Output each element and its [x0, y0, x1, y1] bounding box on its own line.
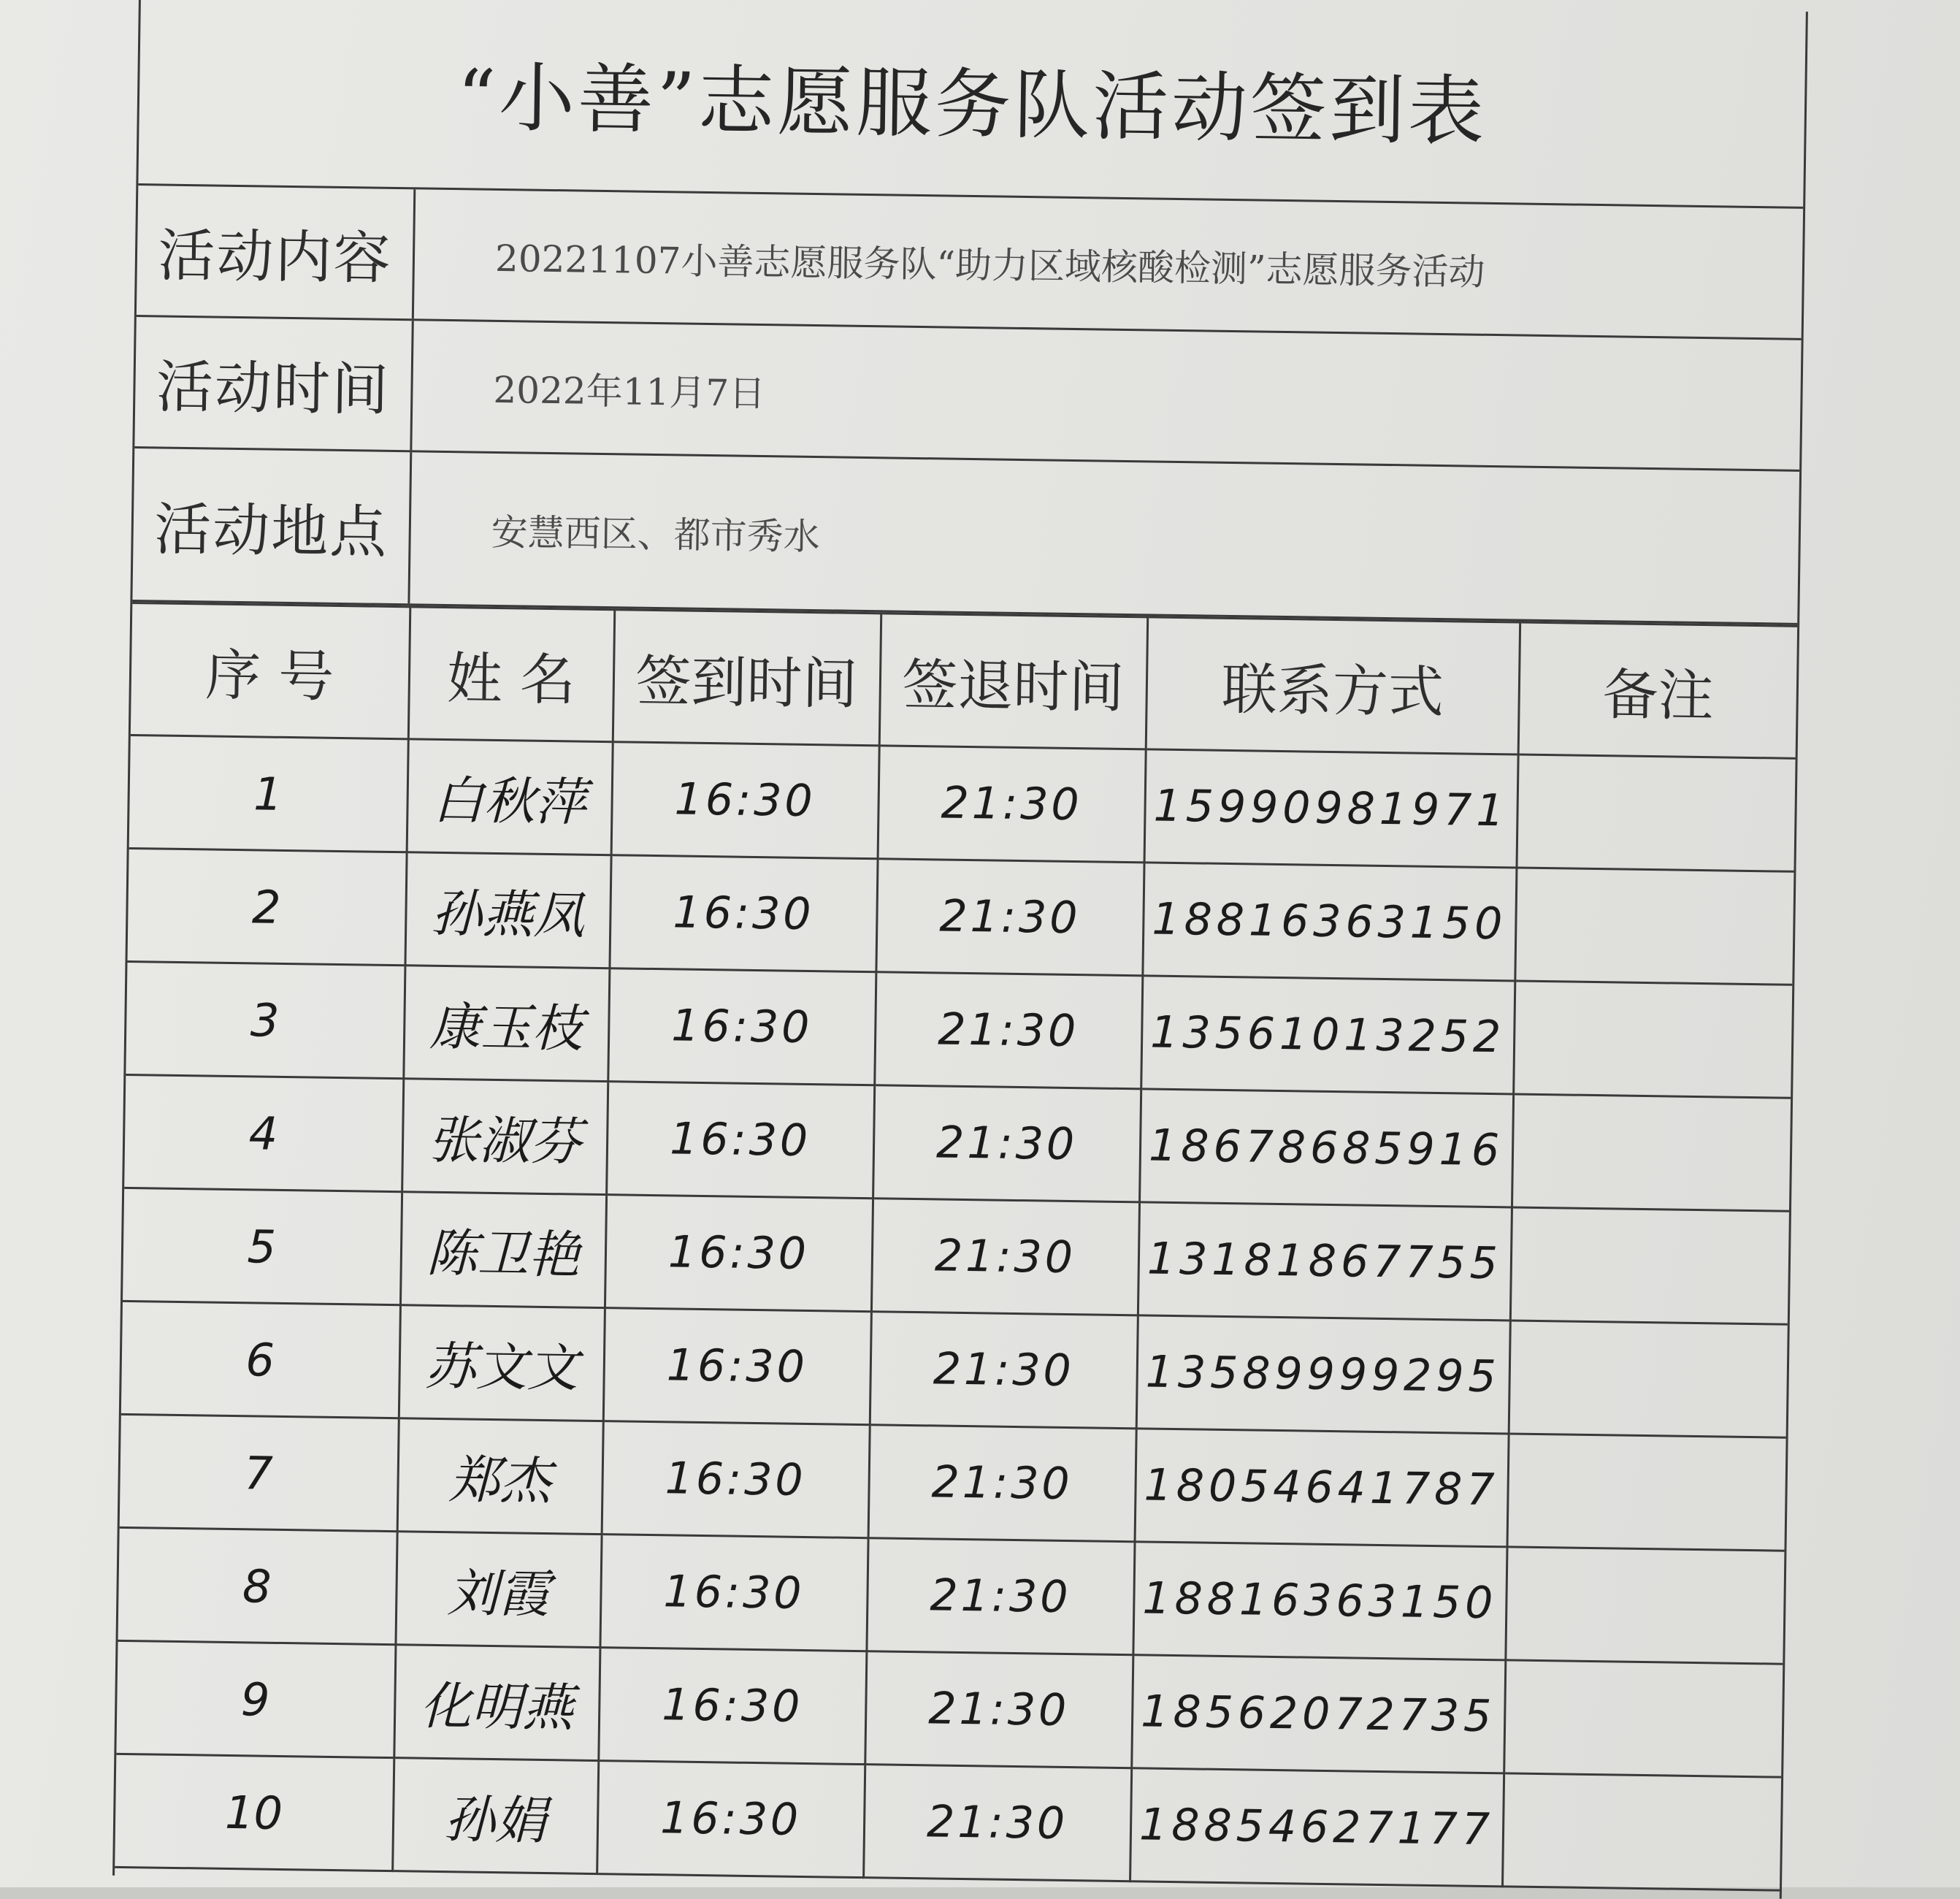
row-seq: 5 [123, 1188, 402, 1304]
row-checkin: 16:30 [603, 1308, 871, 1425]
row-checkin: 16:30 [600, 1535, 868, 1651]
row-checkin: 16:30 [605, 1195, 873, 1312]
sign-in-table [115, 602, 1797, 1892]
row-checkin: 16:30 [602, 1421, 870, 1538]
header-seq: 序 号 [131, 603, 410, 739]
activity-place-row [132, 448, 1799, 625]
row-checkin: 16:30 [609, 855, 877, 972]
row-seq: 6 [121, 1301, 400, 1418]
row-seq: 8 [118, 1527, 397, 1644]
row-checkin: 16:30 [611, 742, 879, 859]
table-header-row [131, 603, 1797, 759]
row-contact: 13561013252 [1141, 976, 1515, 1094]
row-checkout: 21:30 [870, 1312, 1138, 1429]
row-name: 陈卫艳 [400, 1192, 606, 1308]
header-name: 姓 名 [408, 607, 614, 742]
row-checkout: 21:30 [873, 1085, 1141, 1202]
row-seq: 10 [115, 1754, 394, 1871]
row-checkout: 21:30 [868, 1425, 1136, 1542]
row-remark [1513, 981, 1792, 1098]
activity-place-value: 安慧西区、都市秀水 [491, 511, 821, 558]
sheet-title: “小善”志愿服务队活动签到表 [138, 0, 1806, 209]
row-remark [1516, 754, 1795, 871]
header-checkout-time: 签退时间 [879, 614, 1147, 749]
row-remark [1507, 1434, 1786, 1551]
header-remark: 备注 [1518, 622, 1797, 758]
row-seq: 3 [126, 961, 405, 1078]
row-contact: 18816363150 [1142, 863, 1516, 981]
row-checkout: 21:30 [863, 1765, 1131, 1881]
row-name: 孙娟 [392, 1758, 598, 1874]
header-checkin-time: 签到时间 [613, 610, 881, 746]
row-checkout: 21:30 [871, 1199, 1139, 1315]
row-name: 苏文文 [399, 1305, 605, 1421]
row-checkout: 21:30 [874, 972, 1142, 1089]
row-seq: 4 [124, 1074, 403, 1191]
sign-in-sheet [112, 0, 1808, 1899]
activity-content-row [137, 186, 1803, 340]
row-name: 郑杰 [397, 1418, 603, 1535]
row-checkin: 16:30 [606, 1082, 874, 1199]
activity-content-value: 20221107小善志愿服务队“助力区域核酸检测”志愿服务活动 [494, 237, 1485, 294]
row-contact: 13181867755 [1138, 1202, 1512, 1321]
row-remark [1505, 1547, 1784, 1664]
row-checkin: 16:30 [598, 1648, 866, 1765]
row-name: 张淑芬 [402, 1079, 608, 1195]
row-checkout: 21:30 [878, 746, 1146, 863]
row-seq: 1 [129, 735, 408, 852]
row-checkout: 21:30 [876, 859, 1144, 976]
row-checkout: 21:30 [865, 1651, 1133, 1768]
row-name: 康玉枝 [403, 966, 609, 1082]
row-contact: 18816363150 [1133, 1542, 1507, 1660]
row-checkin: 16:30 [597, 1761, 865, 1878]
row-contact: 18054641787 [1135, 1429, 1509, 1547]
activity-time-label: 活动时间 [134, 317, 413, 450]
header-contact: 联系方式 [1146, 617, 1520, 754]
row-remark [1504, 1660, 1783, 1777]
row-remark [1515, 868, 1794, 985]
row-name: 白秋萍 [407, 739, 613, 855]
row-seq: 2 [128, 848, 407, 965]
row-contact: 18854627177 [1130, 1768, 1504, 1887]
row-remark [1509, 1321, 1788, 1437]
table-row [115, 1754, 1781, 1890]
row-contact: 13589999295 [1136, 1315, 1510, 1434]
row-remark [1510, 1207, 1789, 1324]
row-name: 孙燕凤 [405, 852, 610, 968]
row-seq: 9 [116, 1640, 395, 1757]
activity-content-label: 活动内容 [137, 186, 416, 318]
activity-time-row [134, 317, 1801, 472]
row-contact: 15990981971 [1144, 749, 1518, 868]
row-contact: 18678685916 [1139, 1089, 1513, 1207]
row-name: 化明燕 [394, 1645, 600, 1761]
row-seq: 7 [120, 1414, 399, 1531]
row-remark [1502, 1773, 1781, 1890]
row-checkin: 16:30 [608, 968, 876, 1085]
activity-time-value: 2022年11月7日 [493, 368, 766, 415]
row-contact: 18562072735 [1131, 1655, 1505, 1773]
row-name: 刘霞 [395, 1532, 601, 1648]
activity-place-label: 活动地点 [132, 448, 412, 603]
row-checkout: 21:30 [866, 1538, 1134, 1655]
row-remark [1512, 1094, 1791, 1211]
